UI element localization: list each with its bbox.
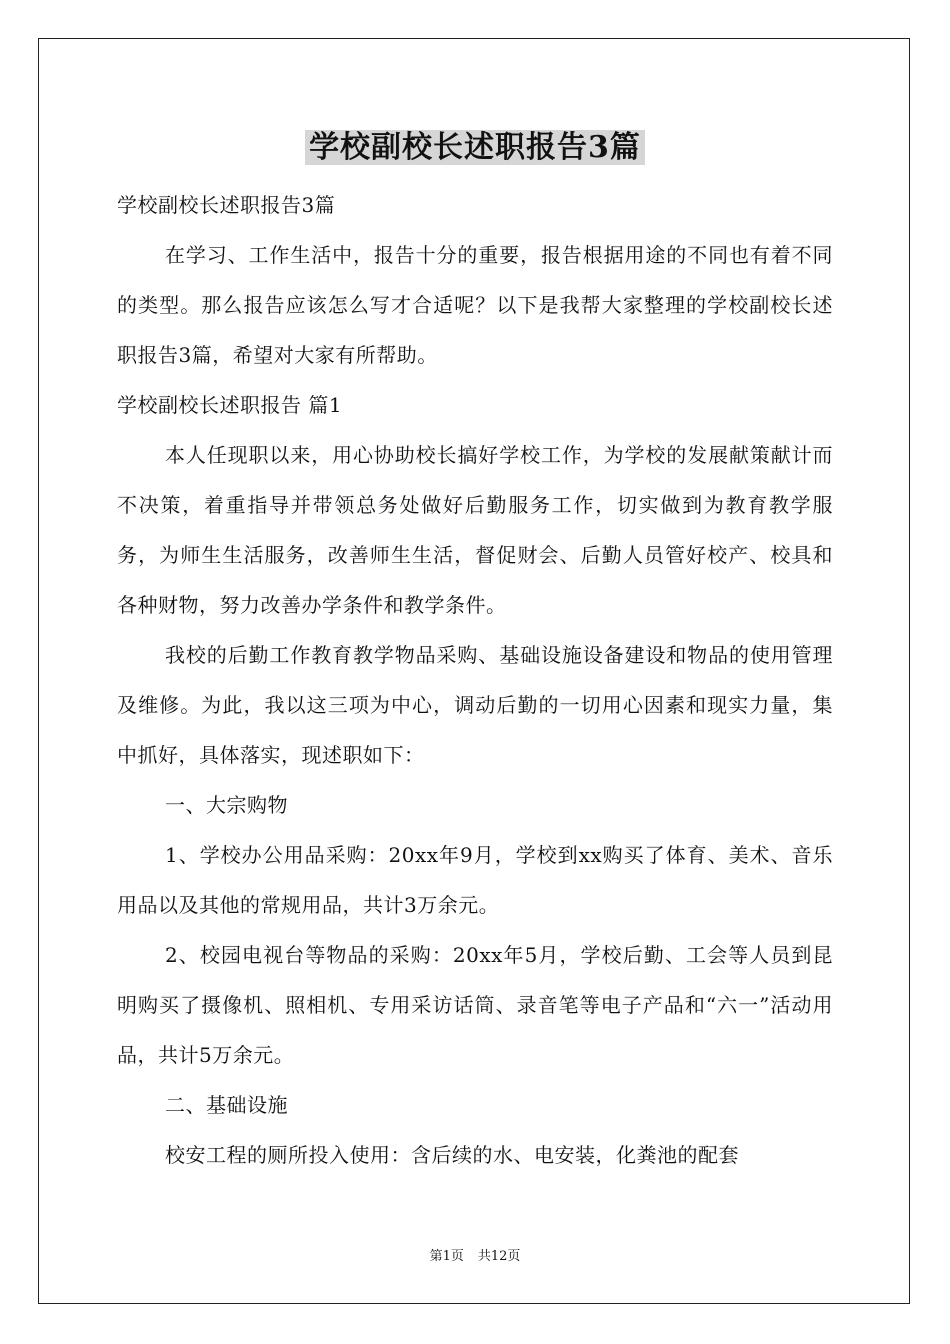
list-item: 2、校园电视台等物品的采购：20xx年5月，学校后勤、工会等人员到昆明购买了摄像机、照相机、专用采访话筒、录音笔等电子产品和“六一”活动用品，共计5万余元。 — [117, 943, 833, 1067]
document-body — [117, 180, 833, 1180]
subsection-heading: 一、大宗购物 — [165, 793, 288, 817]
page-footer — [0, 1247, 950, 1267]
paragraph-intro: 在学习、工作生活中，报告十分的重要，报告根据用途的不同也有着不同的类型。那么报告应该怎么写才合适呢？以下是我帮大家整理的学校副校长述职报告3篇，希望对大家有所帮助。 — [117, 243, 833, 367]
subsection-heading: 二、基础设施 — [165, 1093, 288, 1117]
document-title — [0, 126, 950, 170]
list-item: 1、学校办公用品采购：20xx年9月，学校到xx购买了体育、美术、音乐用品以及其他的常规用品，共计3万余元。 — [117, 843, 833, 917]
page-total: 共12页 — [477, 1249, 521, 1264]
document-title-text: 学校副校长述职报告3篇 — [305, 130, 645, 165]
page-number: 第1页 — [429, 1249, 464, 1264]
paragraph-subtitle: 学校副校长述职报告3篇 — [117, 193, 336, 217]
paragraph-body: 我校的后勤工作教育教学物品采购、基础设施设备建设和物品的使用管理及维修。为此，我以这三项为中心，调动后勤的一切用心因素和现实力量，集中抓好，具体落实，现述职如下： — [117, 643, 833, 767]
paragraph-body: 校安工程的厕所投入使用：含后续的水、电安装，化粪池的配套 — [165, 1143, 739, 1167]
section-heading: 学校副校长述职报告 篇1 — [117, 393, 343, 417]
paragraph-body: 本人任现职以来，用心协助校长搞好学校工作，为学校的发展献策献计而不决策，着重指导并带领总务处做好后勤服务工作，切实做到为教育教学服务，为师生生活服务，改善师生生活，督促财会、后勤人员管好校产、校具和各种财物，努力改善办学条件和教学条件。 — [117, 443, 833, 617]
